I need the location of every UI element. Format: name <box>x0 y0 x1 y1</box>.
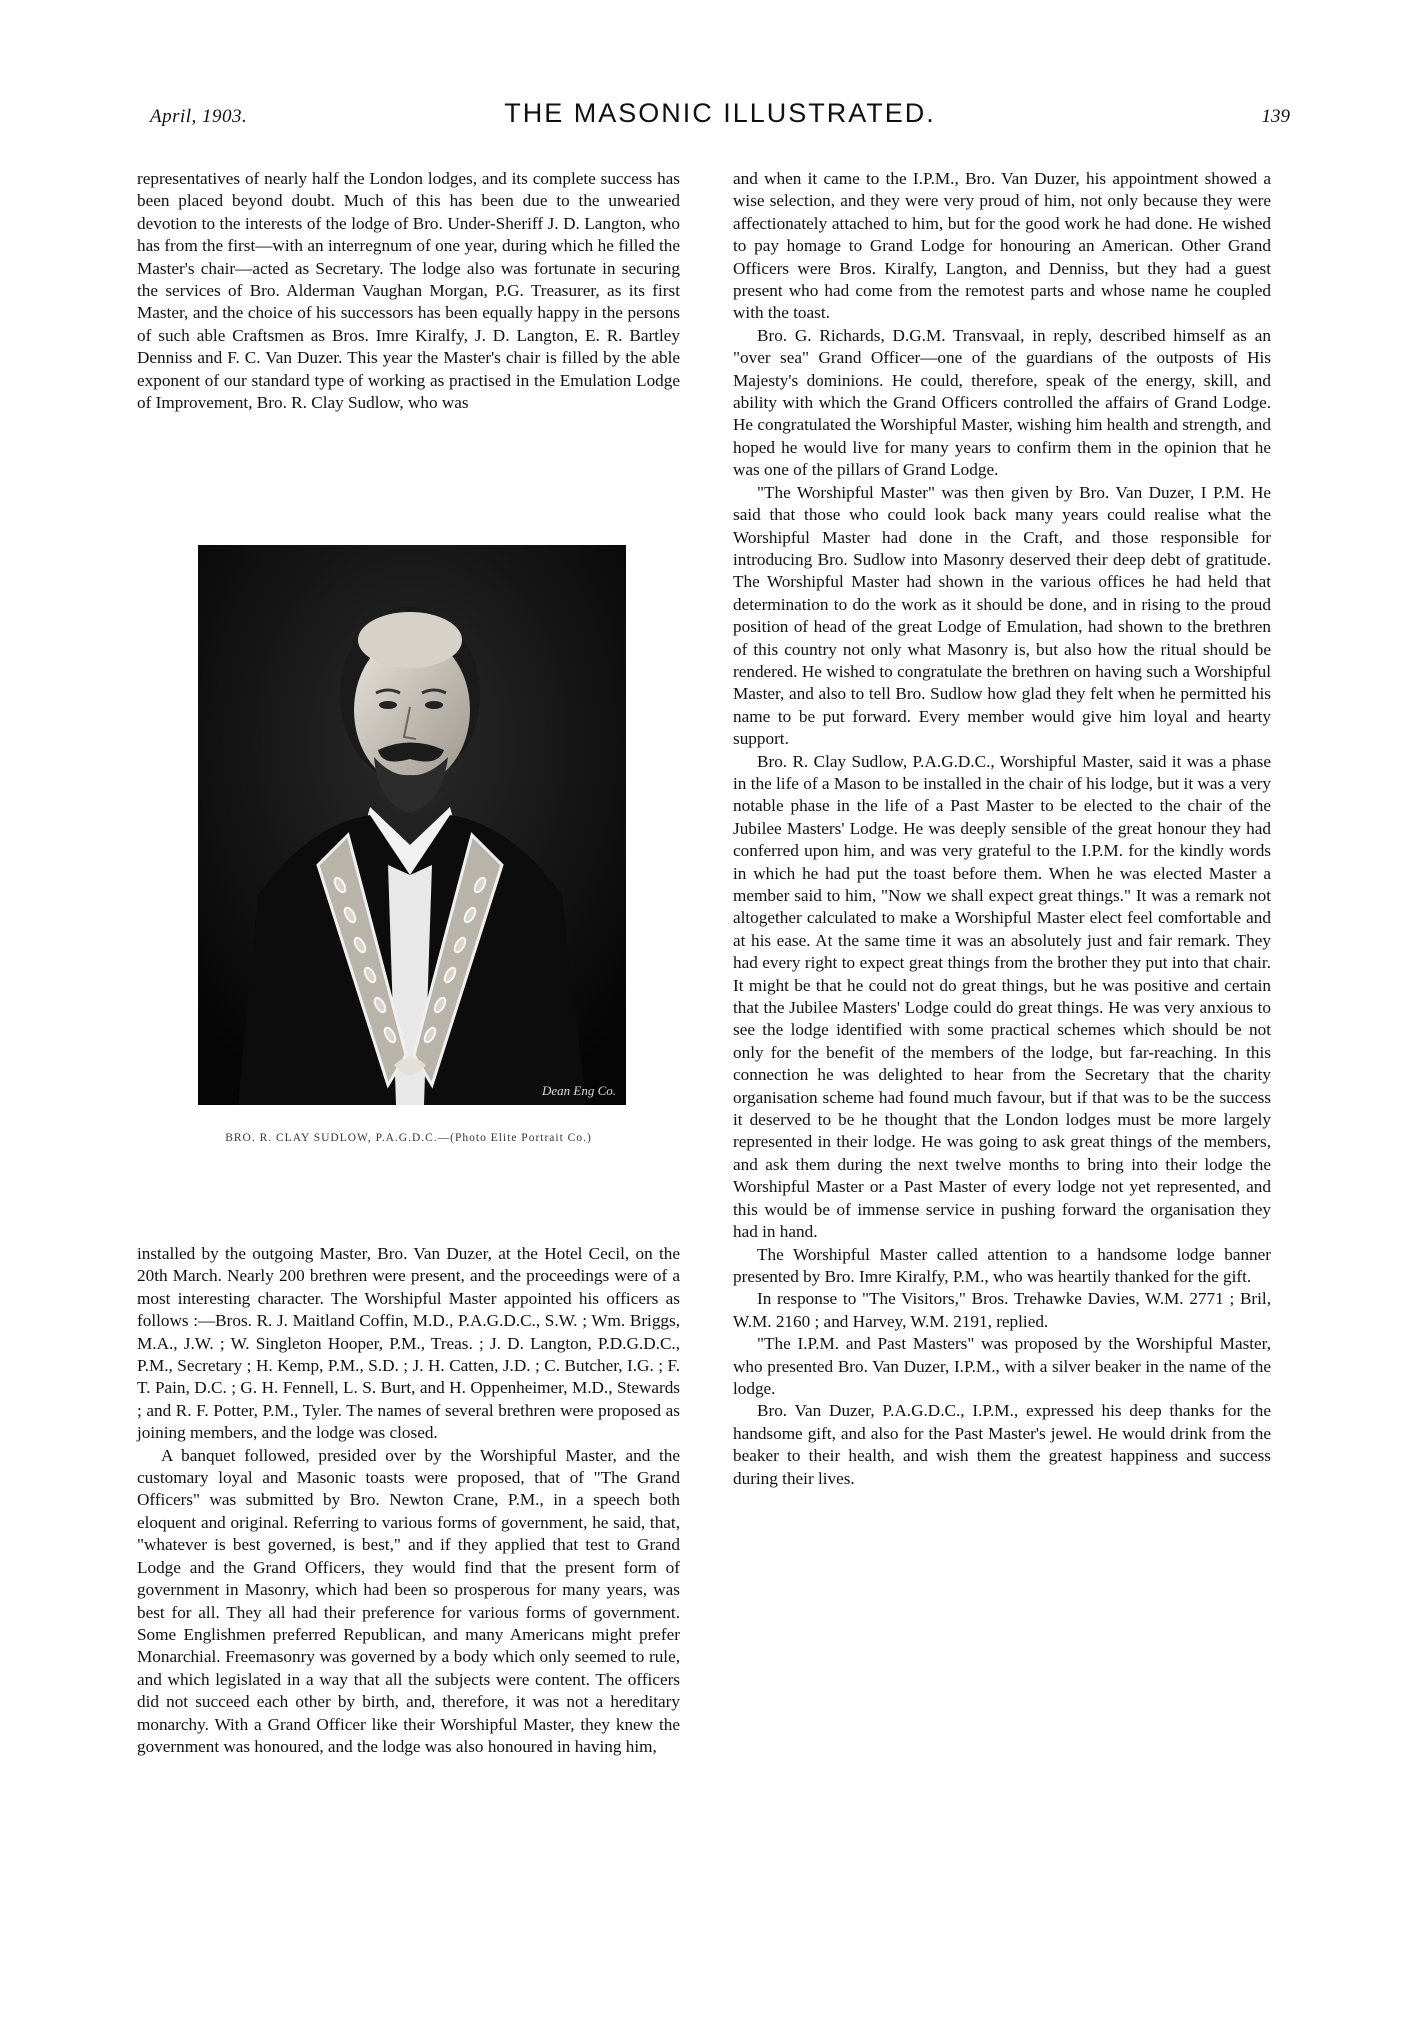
left-column-bottom <box>137 1243 680 1758</box>
paragraph: representatives of nearly half the London lodges, and its complete success has been placed beyond doubt. Much of this has been due to the unwearied devotion to the interests of the lodge of Bro. Under-Sheriff J. D. Langton, who has from the first—with an interregnum of one year, during which he filled the Master's chair—acted as Secretary. The lodge also was fortunate in securing the services of Bro. Alderman Vaughan Morgan, P.G. Treasurer, as its first Master, and the choice of his successors has been equally happy in the persons of such able Craftsmen as Bros. Imre Kiralfy, J. D. Langton, E. R. Bartley Denniss and F. C. Van Duzer. This year the Master's chair is filled by the able exponent of our standard type of working as practised in the Emulation Lodge of Improvement, Bro. R. Clay Sudlow, who was <box>137 169 680 413</box>
paragraph: In response to "The Visitors," Bros. Trehawke Davies, W.M. 2771 ; Bril, W.M. 2160 ; and Harvey, W.M. 2191, replied. <box>733 1289 1271 1331</box>
publication-title: THE MASONIC ILLUSTRATED. <box>504 98 936 128</box>
paragraph: A banquet followed, presided over by the Worshipful Master, and the customary loyal and Masonic toasts were proposed, that of "The Grand Officers" was submitted by Bro. Newton Crane, P.M., in a speech both eloquent and original. Referring to various forms of government, he said, that, "whatever is best governed, is best," and if they applied that test to Grand Lodge and the Grand Officers, they would find that the present form of government in Masonry, which had been so prosperous for many years, was best for all. They all had their preference for various forms of government. Some Englishmen preferred Republican, and many Americans might prefer Monarchial. Freemasonry was governed by a body which only seemed to rule, and which legislated in a way that all the subjects were content. The officers did not succeed each other by birth, and, therefore, it was not a hereditary monarchy. With a Grand Officer like their Worshipful Master, they knew the government was honoured, and the lodge was also honoured in having him, <box>137 1445 680 1756</box>
paragraph: "The I.P.M. and Past Masters" was proposed by the Worshipful Master, who presented Bro. Van Duzer, I.P.M., with a silver beaker in the name of the lodge. <box>733 1334 1271 1398</box>
paragraph: installed by the outgoing Master, Bro. Van Duzer, at the Hotel Cecil, on the 20th March. Nearly 200 brethren were present, and the proceedings were of a most interesting character. The Worshipful Master appointed his officers as follows :—Bros. R. J. Maitland Coffin, M.D., P.A.G.D.C., S.W. ; Wm. Briggs, M.A., J.W. ; W. Singleton Hooper, P.M., Treas. ; J. D. Langton, P.D.G.D.C., P.M., Secretary ; H. Kemp, P.M., S.D. ; J. H. Catten, J.D. ; C. Butcher, I.G. ; F. T. Pain, D.C. ; G. H. Fennell, L. S. Burt, and H. Oppenheimer, M.D., Stewards ; and R. F. Potter, P.M., Tyler. The names of several brethren were proposed as joining members, and the lodge was closed. <box>137 1244 680 1443</box>
page-number: 139 <box>1261 106 1290 127</box>
engraver-mark: Dean Eng Co. <box>541 1083 616 1098</box>
paragraph: Bro. Van Duzer, P.A.G.D.C., I.P.M., expressed his deep thanks for the handsome gift, and also for the Past Master's jewel. He would drink from the beaker to their health, and wish them the greatest happiness and success during their lives. <box>733 1401 1271 1488</box>
paragraph: Bro. R. Clay Sudlow, P.A.G.D.C., Worshipful Master, said it was a phase in the life of a Mason to be installed in the chair of his lodge, but it was a very notable phase in the life of a Past Master to be elected to the chair of the Jubilee Masters' Lodge. He was deeply sensible of the great honour they had conferred upon him, and was very grateful to the I.P.M. for the kindly words in which he had put the toast before them. When he was elected Master a member said to him, "Now we shall expect great things." It was a remark not altogether calculated to make a Worshipful Master elect feel comfortable and at his ease. At the same time it was an absolutely just and fair remark. They had every right to expect great things from the brother they put into that chair. It might be that he could not do great things, but he was positive and certain that the Jubilee Masters' Lodge could do great things. He was very anxious to see the lodge identified with some practical schemes which should be not only for the benefit of the members of the lodge, but far-reaching. In this connection he was delighted to hear from the Secretary that the charity organisation scheme had found much favour, but if that was to be the success it deserved to be he thought that the London lodges must be more largely represented in their lodge. He was going to ask great things of the members, and ask them during the next twelve months to bring into their lodge the Worshipful Master or a Past Master of every lodge not yet represented, and this would be of immense service in pushing forward the organisation they had in hand. <box>733 751 1271 1242</box>
portrait-photo <box>198 545 626 1105</box>
left-column-top <box>137 168 680 414</box>
portrait-caption: BRO. R. CLAY SUDLOW, P.A.G.D.C.—(Photo Elite Portrait Co.) <box>225 1132 592 1144</box>
right-column <box>733 168 1271 1490</box>
paragraph: and when it came to the I.P.M., Bro. Van Duzer, his appointment showed a wise selection, and they were very proud of him, not only because they were affectionately attached to him, but for the good work he had done. He wished to pay homage to Grand Lodge for honouring an American. Other Grand Officers were Bros. Kiralfy, Langton, and Denniss, but they had a guest present who had come from the remotest parts and whose name he coupled with the toast. <box>733 169 1271 323</box>
paragraph: Bro. G. Richards, D.G.M. Transvaal, in reply, described himself as an "over sea" Grand Officer—one of the guardians of the outposts of His Majesty's dominions. He could, therefore, speak of the energy, skill, and ability with which the Grand Officers controlled the affairs of Grand Lodge. He congratulated the Worshipful Master, wishing him health and strength, and hoped he would live for many years to confirm them in the opinion that he was one of the pillars of Grand Lodge. <box>733 325 1271 480</box>
paragraph: "The Worshipful Master" was then given by Bro. Van Duzer, I P.M. He said that those who could look back many years could realise what the Worshipful Master had done in the Craft, and those responsible for introducing Bro. Sudlow into Masonry deserved their deep debt of gratitude. The Worshipful Master had shown in the various offices he had held that determination to do the work as it should be done, and in rising to the proud position of head of the great Lodge of Emulation, had shown to the brethren of this country not only what Masonry is, but also how the ritual should be rendered. He wished to congratulate the brethren on having such a Worshipful Master, and also to tell Bro. Sudlow how glad they felt when he permitted his name to be put forward. Every member would give him loyal and hearty support. <box>733 482 1271 749</box>
page-header <box>150 98 1290 138</box>
issue-date: April, 1903. <box>150 106 248 127</box>
paragraph: The Worshipful Master called attention to a handsome lodge banner presented by Bro. Imre Kiralfy, P.M., who was heartily thanked for the gift. <box>733 1244 1271 1286</box>
portrait-illustration <box>198 545 626 1105</box>
